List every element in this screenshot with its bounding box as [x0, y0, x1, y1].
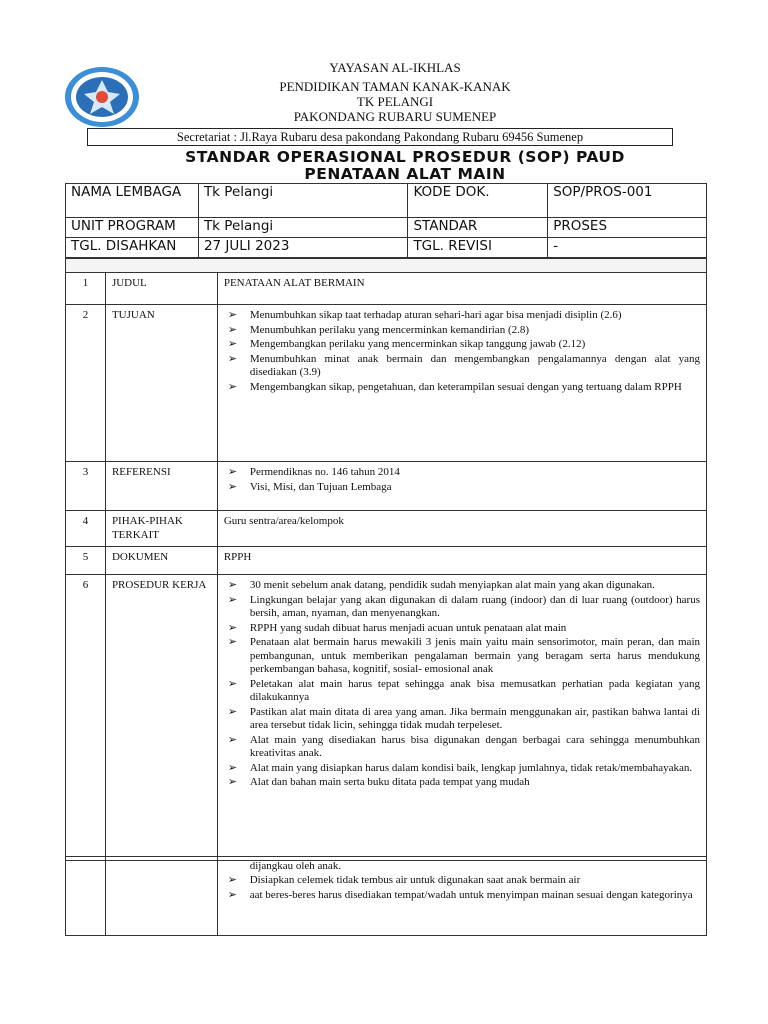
list-item: ➢ Alat dan bahan main serta buku ditata pada tempat yang mudah — [227, 776, 530, 788]
standar-value: PROSES — [548, 218, 707, 238]
row-label: DOKUMEN — [105, 547, 217, 575]
arrow-bullet-icon: ➢ — [227, 705, 238, 718]
row-number: 3 — [66, 462, 106, 511]
standar-label: STANDAR — [408, 218, 548, 238]
revisi-label: TGL. REVISI — [408, 238, 548, 258]
sop-table — [65, 258, 707, 861]
list-item: ➢ Mengembangkan perilaku yang mencerminkan sikap tanggung jawab (2.12) — [227, 338, 586, 350]
table-row — [66, 305, 707, 462]
list-item: ➢ Disiapkan celemek tidak tembus air untuk digunakan saat anak bermain air — [227, 874, 581, 886]
list-item: ➢ Lingkungan belajar yang akan digunakan di dalam ruang (indoor) dan di luar ruang (outdoor) harus bersih, aman, nyaman, dan menyenangkan. — [227, 593, 700, 619]
list-item: ➢ Penataan alat bermain harus mewakili 3 jenis main yaitu main sensorimotor, main peran, dan main pembangunan, untuk memberikan pengalaman bermain yang beragam serta harus mendukung perkembangan bahasa, kognitif, sosial- emosional anak — [227, 636, 700, 675]
arrow-bullet-icon: ➢ — [227, 889, 237, 901]
list-item: ➢ Pastikan alat main ditata di area yang aman. Jika bermain menggunakan air, pastikan bahwa lantai di area tersebut tidak licin, sehingga tidak mudah terpeleset. — [227, 705, 700, 731]
document-subtitle: PENATAAN ALAT MAIN — [304, 165, 506, 183]
row-number: 1 — [66, 273, 106, 305]
referensi-list — [224, 466, 700, 494]
arrow-bullet-icon: ➢ — [227, 621, 238, 634]
list-item: ➢ Menumbuhkan sikap taat terhadap aturan sehari-hari agar bisa menjadi disiplin (2.6) — [227, 309, 622, 321]
arrow-bullet-icon: ➢ — [227, 776, 238, 788]
row-number: 2 — [66, 305, 106, 462]
prosedur-list-continued — [224, 873, 700, 902]
arrow-bullet-icon: ➢ — [227, 636, 238, 648]
row-value — [217, 462, 706, 511]
row-number: 6 — [66, 575, 106, 861]
spacer-row — [66, 259, 707, 273]
arrow-bullet-icon: ➢ — [227, 579, 238, 591]
list-item: ➢ Menumbuhkan perilaku yang mencerminkan kemandirian (2.8) — [227, 323, 530, 336]
school-name: TK PELANGI — [356, 94, 434, 109]
arrow-bullet-icon: ➢ — [227, 761, 238, 774]
list-item: ➢ Mengembangkan sikap, pengetahuan, dan keterampilan sesuai dengan yang tertuang dalam RPPH — [227, 380, 682, 393]
arrow-bullet-icon: ➢ — [227, 380, 238, 393]
revisi-value: - — [548, 238, 707, 258]
table-row — [66, 857, 707, 936]
row-number — [66, 857, 106, 936]
continued-text: dijangkau oleh anak. — [249, 860, 342, 872]
arrow-bullet-icon: ➢ — [227, 466, 238, 478]
table-row — [66, 511, 707, 547]
table-row — [66, 273, 707, 305]
row-value: RPPH — [217, 547, 706, 575]
arrow-bullet-icon: ➢ — [227, 352, 238, 365]
list-item: ➢ 30 menit sebelum anak datang, pendidik sudah menyiapkan alat main yang akan digunakan. — [227, 579, 655, 591]
list-item: ➢ Alat main yang disediakan harus bisa digunakan dengan berbagai cara sehingga menumbuhkan kreativitas anak. — [227, 733, 700, 759]
list-item: ➢ Visi, Misi, dan Tujuan Lembaga — [227, 480, 392, 493]
arrow-bullet-icon: ➢ — [227, 874, 237, 886]
school-location: PAKONDANG RUBARU SUMENEP — [293, 109, 497, 124]
row-number: 4 — [66, 511, 106, 547]
list-item: ➢ Menumbuhkan minat anak bermain dan mengembangkan pengalamannya dengan alat yang disediakan (3.9) — [227, 352, 700, 378]
row-number: 5 — [66, 547, 106, 575]
tgl-label: TGL. DISAHKAN — [66, 238, 199, 258]
row-value: PENATAAN ALAT BERMAIN — [217, 273, 706, 305]
row-value — [217, 857, 706, 936]
tgl-value: 27 JULI 2023 — [198, 238, 408, 258]
list-item: ➢ Peletakan alat main harus tepat sehingga anak bisa memusatkan perhatian pada kegiatan yang dilakukannya — [227, 677, 700, 703]
row-label: JUDUL — [105, 273, 217, 305]
nama-value: Tk Pelangi — [198, 184, 408, 218]
nama-label: NAMA LEMBAGA — [66, 184, 199, 218]
table-row — [66, 462, 707, 511]
foundation-name: YAYASAN AL-IKHLAS — [329, 60, 461, 75]
row-label: PROSEDUR KERJA — [105, 575, 217, 861]
prosedur-list — [224, 579, 700, 790]
list-item: ➢ RPPH yang sudah dibuat harus menjadi acuan untuk penataan alat main — [227, 621, 567, 634]
tujuan-list — [224, 309, 700, 394]
row-label: PIHAK-PIHAK TERKAIT — [105, 511, 217, 547]
row-label — [105, 857, 217, 936]
row-value — [217, 305, 706, 462]
row-label: TUJUAN — [105, 305, 217, 462]
arrow-bullet-icon: ➢ — [227, 733, 238, 746]
row-value: Guru sentra/area/kelompok — [217, 511, 706, 547]
arrow-bullet-icon: ➢ — [227, 309, 238, 321]
continuation-table — [65, 856, 707, 936]
table-row — [66, 575, 707, 861]
row-value — [217, 575, 706, 861]
secretariat-address: Secretariat : Jl.Raya Rubaru desa pakondang Pakondang Rubaru 69456 Sumenep — [87, 128, 673, 146]
document-title: STANDAR OPERASIONAL PROSEDUR (SOP) PAUD — [185, 148, 625, 166]
kode-label: KODE DOK. — [408, 184, 548, 218]
unit-value: Tk Pelangi — [198, 218, 408, 238]
arrow-bullet-icon: ➢ — [227, 338, 238, 350]
arrow-bullet-icon: ➢ — [227, 677, 238, 690]
info-table — [65, 183, 707, 258]
arrow-bullet-icon: ➢ — [227, 323, 238, 336]
arrow-bullet-icon: ➢ — [227, 480, 238, 493]
row-label: REFERENSI — [105, 462, 217, 511]
list-item: ➢ aat beres-beres harus disediakan tempat/wadah untuk menyimpan mainan sesuai dengan kategorinya — [227, 889, 693, 901]
kode-value: SOP/PROS-001 — [548, 184, 707, 218]
list-item: ➢ Alat main yang disiapkan harus dalam kondisi baik, lengkap jumlahnya, tidak retak/membahayakan. — [227, 761, 693, 774]
school-type: PENDIDIKAN TAMAN KANAK-KANAK — [279, 79, 511, 94]
unit-label: UNIT PROGRAM — [66, 218, 199, 238]
arrow-bullet-icon: ➢ — [227, 593, 238, 606]
institution-logo — [64, 66, 140, 128]
list-item: ➢ Permendiknas no. 146 tahun 2014 — [227, 466, 400, 478]
table-row — [66, 547, 707, 575]
